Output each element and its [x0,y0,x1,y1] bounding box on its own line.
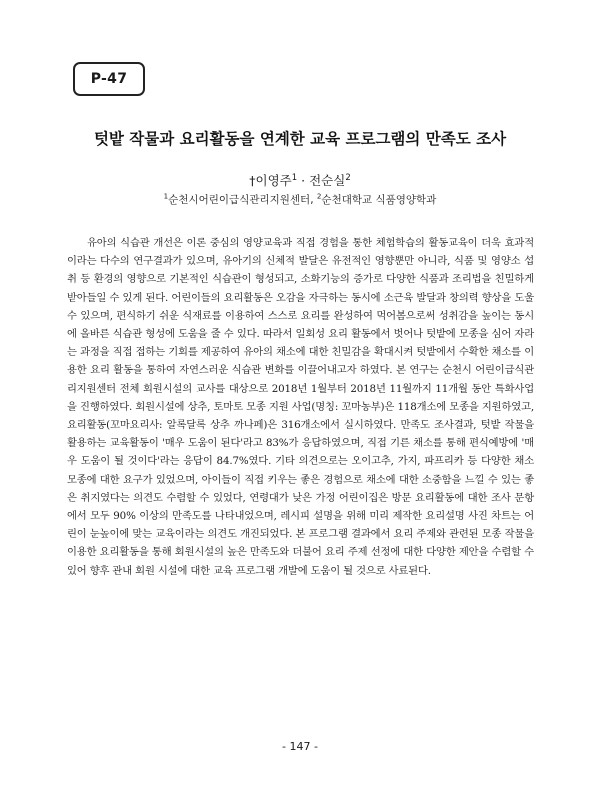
author-affiliation-number: 2 [345,172,351,183]
affiliation-line [0,192,600,207]
paper-title: 텃밭 작물과 요리활동을 연계한 교육 프로그램의 만족도 조사 [93,130,507,148]
affiliation-name: 순천시어린이급식관리지원센터, [168,194,317,206]
author-affiliation-number: 1 [291,172,298,183]
author-line [0,171,600,189]
author-name: 이영주 [255,173,292,188]
corresponding-author-mark: † [249,173,256,188]
affiliation-number: 1 [163,191,169,201]
author-name: 전순실 [309,173,346,188]
poster-id-badge: P-47 [73,62,145,96]
author-separator: · [297,173,310,188]
affiliation-number: 2 [316,191,322,201]
page-number: - 147 - [282,740,318,753]
abstract-body: 유아의 식습관 개선은 이론 중심의 영양교육과 직접 경험을 통한 체험학습의 활동교육이 더욱 효과적이라는 다수의 연구결과가 있으며, 유아기의 신체적 발달은 유전적인 영향뿐만 아니라, 식품 및 영양소 섭취 등 환경의 영향으로 기본적인 식습관이 형성되고, 소화기능의 증가로 다양한 식품과 조리법을 친밀하게 받아들일 수 있게 된다. 어린이들의 요리활동은 오감을 자극하는 동시에 소근육 발달과 창의력 향상을 도울 수 있으며, 편식하기 쉬운 식재료를 이용하여 스스로 요리를 완성하여 먹어봄으로써 성취감을 높이는 동시에 올바른 식습관 형성에 도움을 줄 수 있다. 따라서 일회성 요리 활동에서 벗어나 텃밭에 모종을 심어 자라는 과정을 직접 접하는 기회를 제공하여 유아의 채소에 대한 친밀감을 확대시켜 텃밭에서 수확한 채소를 이용한 요리 활동을 통하여 자연스러운 식습관 변화를 이끌어내고자 하였다. 본 연구는 순천시 어린이급식관리지원센터 전체 회원시설의 교사를 대상으로 2018년 1월부터 2018년 11월까지 11개월 동안 특화사업을 진행하였다. 회원시설에 상추, 토마토 모종 지원 사업(명칭: 꼬마농부)은 118개소에 모종을 지원하였고, 요리활동(꼬마요리사: 알록달록 상추 까나페)은 316개소에서 실시하였다. 만족도 조사결과, 텃밭 작물을 활용하는 교육활동이 '매우 도움이 된다'라고 83%가 응답하였으며, 직접 기른 채소를 통해 편식예방에 '매우 도움이 될 것이다'라는 응답이 84.7%였다. 기타 의견으로는 오이고추, 가지, 파프리카 등 다양한 채소 모종에 대한 요구가 있었으며, 아이들이 직접 키우는 좋은 경험으로 채소에 대한 소중함을 느낄 수 있는 좋은 취지였다는 의견도 수렴할 수 있었다, 연령대가 낮은 가정 어린이집은 방문 요리활동에 대한 조사 문항에서 모두 90% 이상의 만족도를 나타내었으며, 레시피 설명을 위해 미리 제작한 요리설명 사진 차트는 어린이 눈높이에 맞는 교육이라는 의견도 개진되었다. 본 프로그램 결과에서 요리 주제와 관련된 모종 작물을 이용한 요리활동을 통해 회원시설의 높은 만족도와 더불어 요리 주제 선정에 대한 다양한 제안을 수렴할 수 있어 향후 관내 회원 시설에 대한 교육 프로그램 개발에 도움이 될 것으로 사료된다. [67,237,534,577]
affiliation-name: 순천대학교 식품영양학과 [321,194,437,206]
